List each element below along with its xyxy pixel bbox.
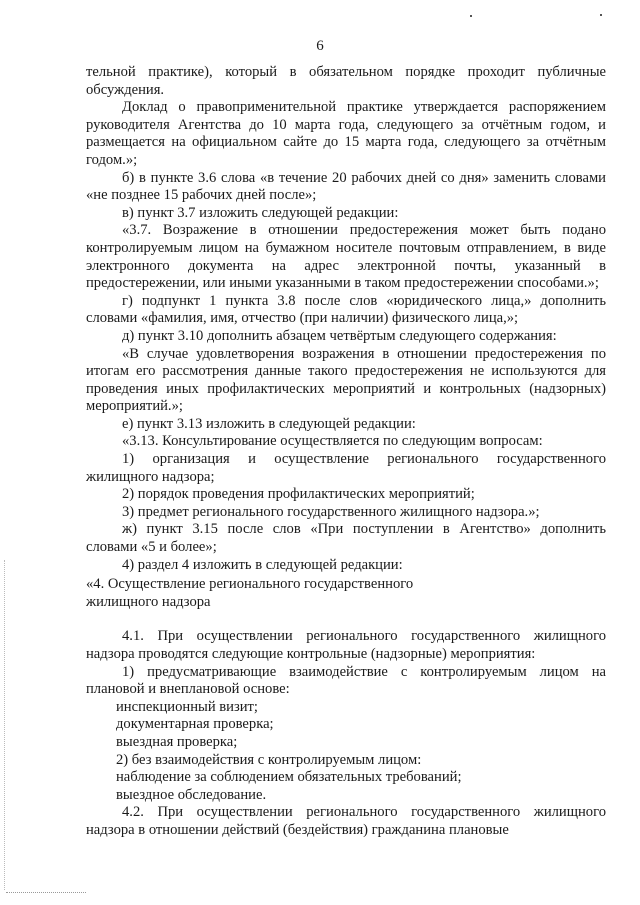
list-item: выездное обследование. bbox=[116, 786, 267, 803]
paragraph: 1) предусматривающие взаимодействие с контролируемым лицом на плановой и внеплановой основе: bbox=[86, 663, 606, 698]
list-item: выездная проверка; bbox=[116, 733, 238, 750]
paragraph: Доклад о правоприменительной практике утверждается распоряжением руководителя Агентства до 10 марта года, следующего за отчётным годом, и размещается на официальном сайте до 15 марта года, следующего за отчётным годом.»; bbox=[86, 99, 606, 168]
paragraph: е) пункт 3.13 изложить в следующей редакции: bbox=[122, 415, 416, 432]
page-number: 6 bbox=[316, 38, 324, 54]
paragraph: 4.2. При осуществлении регионального государственного жилищного надзора в отношении действий (бездействия) гражданина плановые bbox=[86, 804, 606, 838]
scan-speck bbox=[600, 14, 602, 16]
paragraph: 2) порядок проведения профилактических мероприятий; bbox=[122, 486, 475, 503]
paragraph: «3.13. Консультирование осуществляется по следующим вопросам: bbox=[122, 433, 543, 450]
list-item: наблюдение за соблюдением обязательных требований; bbox=[116, 769, 462, 786]
paragraph: 3) предмет регионального государственного жилищного надзора.»; bbox=[122, 503, 540, 520]
paragraph: ж) пункт 3.15 после слов «При поступлении в Агентство» дополнить словами «5 и более»; bbox=[86, 521, 606, 556]
paragraph: г) подпункт 1 пункта 3.8 после слов «юридического лица,» дополнить словами «фамилия, имя, отчество (при наличии) физического лица,»; bbox=[86, 292, 606, 327]
list-item: 2) без взаимодействия с контролируемым лицом: bbox=[116, 751, 422, 768]
list-item: документарная проверка; bbox=[116, 716, 274, 733]
scan-edge-mark bbox=[4, 560, 6, 890]
section-heading: жилищного надзора bbox=[86, 593, 211, 610]
spacer bbox=[86, 611, 606, 628]
paragraph: «В случае удовлетворения возражения в отношении предостережения по итогам его рассмотрения данные такого предостережения не используются для проведения иных профилактических мероприятий и контрольных (надзорных) мероприятий.»; bbox=[86, 345, 606, 415]
paragraph: тельной практике), который в обязательном порядке проходит публичные обсуждения. bbox=[86, 64, 606, 98]
scan-speck bbox=[470, 15, 472, 17]
paragraph: 1) организация и осуществление регионального государственного жилищного надзора; bbox=[86, 451, 606, 485]
paragraph: 4) раздел 4 изложить в следующей редакции: bbox=[122, 556, 403, 573]
paragraph: д) пункт 3.10 дополнить абзацем четвёртым следующего содержания: bbox=[122, 327, 557, 344]
section-heading: «4. Осуществление регионального государственного bbox=[86, 576, 414, 593]
paragraph: б) в пункте 3.6 слова «в течение 20 рабочих дней со дня» заменить словами «не позднее 15 рабочих дней после»; bbox=[86, 169, 606, 204]
paragraph: «3.7. Возражение в отношении предостережения может быть подано контролируемым лицом на бумажном носителе почтовым отправлением, в виде электронного документа на адрес электронной почты, указанный в предостережении, или иными указанными в таком предостережении способами.»; bbox=[86, 222, 606, 292]
document-body bbox=[86, 64, 606, 840]
scan-bottom-mark bbox=[6, 892, 86, 893]
paragraph: 4.1. При осуществлении регионального государственного жилищного надзора проводятся следующие контрольные (надзорные) мероприятия: bbox=[86, 628, 606, 662]
paragraph: в) пункт 3.7 изложить следующей редакции: bbox=[122, 204, 399, 221]
list-item: инспекционный визит; bbox=[116, 698, 258, 715]
